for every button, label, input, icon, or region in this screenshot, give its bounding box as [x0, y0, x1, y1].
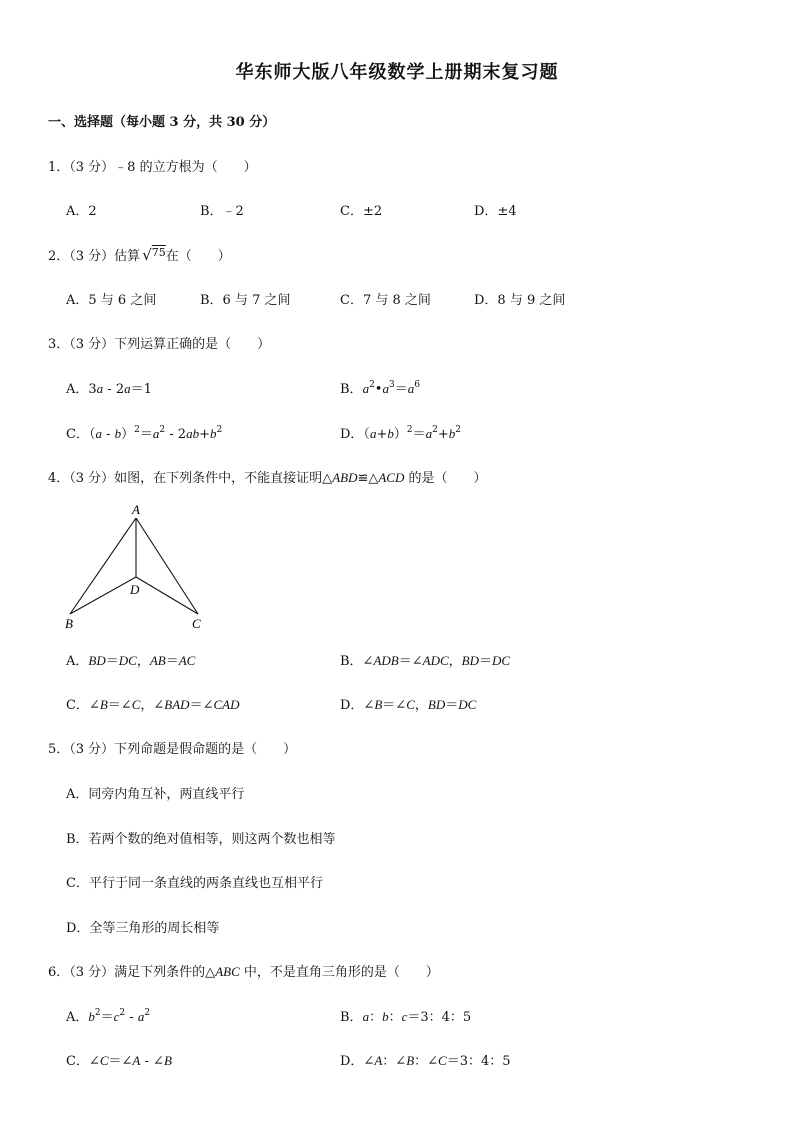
question-4-option-a: A．BD＝DC，AB＝AC	[66, 653, 196, 669]
question-5-option-b: B．若两个数的绝对值相等，则这两个数也相等	[66, 832, 336, 847]
label-a: A	[132, 502, 140, 517]
question-2-option-d: D．8 与 9 之间	[474, 293, 566, 308]
segment-dc	[136, 577, 198, 614]
question-4-option-b: B．∠ADB＝∠ADC，BD＝DC	[340, 653, 511, 669]
sqrt-expression: √$^{75}$	[142, 246, 166, 264]
question-1-option-d: D．±4	[474, 204, 517, 219]
question-2-option-c: C．7 与 8 之间	[340, 293, 431, 308]
question-4-stem: 4．（3 分）如图，在下列条件中，不能直接证明△ABD≌△ACD 的是（ ）	[48, 470, 487, 486]
label-d: D	[130, 582, 140, 597]
question-5-option-d: D．全等三角形的周长相等	[66, 921, 220, 936]
question-1-option-b: B．﹣2	[200, 204, 244, 219]
question-2-option-b: B．6 与 7 之间	[200, 293, 291, 308]
segment-bd	[70, 577, 136, 614]
question-5-stem: 5．（3 分）下列命题是假命题的是（ ）	[48, 742, 297, 757]
question-3-option-d: D．$(a+b)^2=a^2+b^2$	[340, 425, 461, 442]
question-6-stem: 6．（3 分）满足下列条件的△ABC 中，不是直角三角形的是（ ）	[48, 964, 439, 980]
question-2-option-a: A．5 与 6 之间	[66, 293, 157, 308]
question-2-stem: 2．（3 分）估算 √$^{75}$在（ ）	[48, 246, 231, 264]
question-1-stem: 1．（3 分）﹣8 的立方根为（ ）	[48, 160, 257, 175]
question-6-option-b: B．a：b：c＝3：4：5	[340, 1009, 472, 1025]
page-title: 华东师大版八年级数学上册期末复习题	[235, 62, 559, 83]
question-5-option-c: C．平行于同一条直线的两条直线也互相平行	[66, 876, 323, 891]
question-4-option-c: C．∠B＝∠C，∠BAD＝∠CAD	[66, 697, 240, 713]
question-1-option-a: A．2	[66, 204, 97, 219]
question-3-option-c: C．$(a - b)^2=a^2 - 2ab+b^2$	[66, 425, 223, 442]
question-3-option-a: A．3a - 2a＝1	[66, 381, 152, 397]
question-1-option-c: C．±2	[340, 204, 383, 219]
question-4-option-d: D．∠B＝∠C，BD＝DC	[340, 697, 477, 713]
segment-ac	[136, 518, 198, 614]
section-heading: 一、选择题（每小题 3 分，共 30 分）	[48, 115, 276, 130]
question-6-option-d: D．∠A：∠B：∠C＝3：4：5	[340, 1053, 511, 1069]
label-b: B	[65, 616, 73, 630]
question-3-stem: 3．（3 分）下列运算正确的是（ ）	[48, 337, 271, 352]
question-6-option-c: C．∠C＝∠A - ∠B	[66, 1053, 172, 1069]
question-3-option-b: B．$a^2•a^3=a^6$	[340, 380, 420, 397]
triangle-figure	[60, 500, 220, 630]
question-5-option-a: A．同旁内角互补，两直线平行	[66, 787, 245, 802]
label-c: C	[192, 616, 201, 630]
question-6-option-a: A．$b^2=c^2 - a^2$	[66, 1008, 151, 1025]
segment-ab	[70, 518, 136, 614]
